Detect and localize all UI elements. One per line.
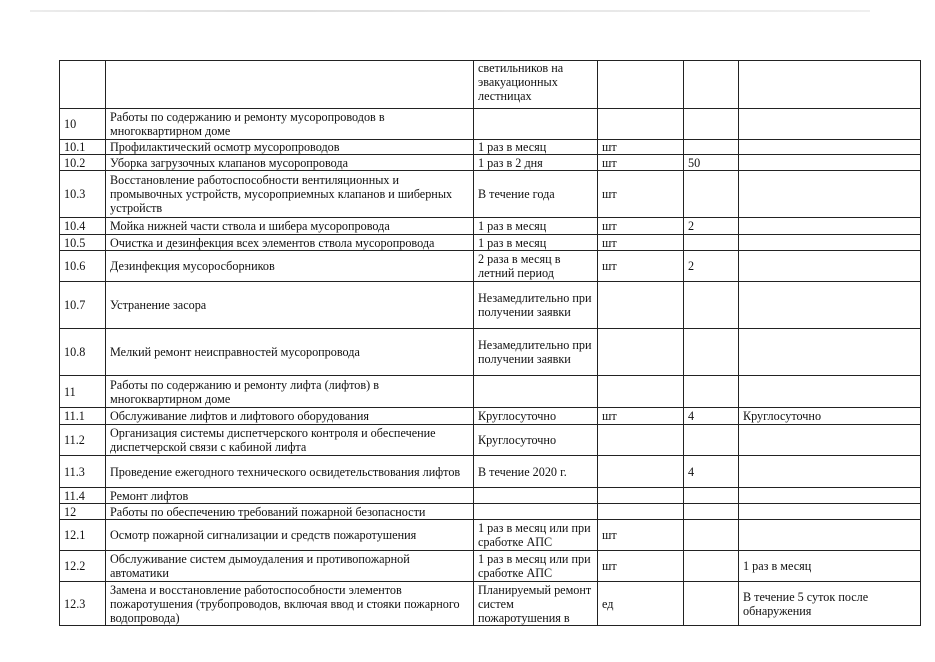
unit-cell: шт bbox=[598, 408, 684, 425]
note-cell bbox=[739, 251, 921, 282]
note-cell bbox=[739, 235, 921, 251]
quantity-cell bbox=[684, 109, 739, 140]
frequency-cell: 2 раза в месяц в летний период bbox=[474, 251, 598, 282]
work-name-cell: Восстановление работоспособности вентиляционных и промывочных устройств, мусороприемных клапанов и шиберных устройств bbox=[106, 171, 474, 218]
note-cell: В течение 5 суток после обнаружения bbox=[739, 582, 921, 626]
unit-cell bbox=[598, 376, 684, 408]
unit-cell bbox=[598, 504, 684, 520]
unit-cell: шт bbox=[598, 251, 684, 282]
note-cell bbox=[739, 488, 921, 504]
quantity-cell bbox=[684, 504, 739, 520]
work-name-cell: Работы по содержанию и ремонту лифта (лифтов) в многоквартирном доме bbox=[106, 376, 474, 408]
table-row bbox=[60, 329, 921, 376]
work-name-cell: Замена и восстановление работоспособности элементов пожаротушения (трубопроводов, включая ввод и стояки пожарного водопровода) bbox=[106, 582, 474, 626]
quantity-cell bbox=[684, 171, 739, 218]
unit-cell bbox=[598, 329, 684, 376]
quantity-cell: 2 bbox=[684, 218, 739, 235]
row-number-cell: 10 bbox=[60, 109, 106, 140]
work-name-cell: Устранение засора bbox=[106, 282, 474, 329]
note-cell bbox=[739, 520, 921, 551]
unit-cell bbox=[598, 488, 684, 504]
note-cell bbox=[739, 376, 921, 408]
note-cell bbox=[739, 218, 921, 235]
row-number-cell: 12.3 bbox=[60, 582, 106, 626]
table-row bbox=[60, 376, 921, 408]
frequency-cell: 1 раз в месяц bbox=[474, 218, 598, 235]
note-cell bbox=[739, 171, 921, 218]
frequency-cell: В течение года bbox=[474, 171, 598, 218]
quantity-cell bbox=[684, 140, 739, 155]
table-row bbox=[60, 251, 921, 282]
work-name-cell: Мойка нижней части ствола и шибера мусоропровода bbox=[106, 218, 474, 235]
frequency-cell: Круглосуточно bbox=[474, 408, 598, 425]
quantity-cell: 4 bbox=[684, 456, 739, 488]
row-number-cell: 11.2 bbox=[60, 425, 106, 456]
work-name-cell: Проведение ежегодного технического освидетельствования лифтов bbox=[106, 456, 474, 488]
row-number-cell: 12 bbox=[60, 504, 106, 520]
row-number-cell: 10.8 bbox=[60, 329, 106, 376]
table-row bbox=[60, 171, 921, 218]
row-number-cell: 10.7 bbox=[60, 282, 106, 329]
unit-cell: шт bbox=[598, 171, 684, 218]
table-row bbox=[60, 456, 921, 488]
quantity-cell bbox=[684, 282, 739, 329]
quantity-cell: 2 bbox=[684, 251, 739, 282]
frequency-cell: 1 раз в месяц или при сработке АПС bbox=[474, 551, 598, 582]
note-cell bbox=[739, 504, 921, 520]
table-row bbox=[60, 488, 921, 504]
unit-cell bbox=[598, 456, 684, 488]
unit-cell: шт bbox=[598, 520, 684, 551]
quantity-cell: 4 bbox=[684, 408, 739, 425]
work-name-cell bbox=[106, 61, 474, 109]
note-cell bbox=[739, 329, 921, 376]
quantity-cell bbox=[684, 551, 739, 582]
work-name-cell: Обслуживание систем дымоудаления и противопожарной автоматики bbox=[106, 551, 474, 582]
table-row bbox=[60, 218, 921, 235]
unit-cell bbox=[598, 109, 684, 140]
work-name-cell: Дезинфекция мусоросборников bbox=[106, 251, 474, 282]
works-table-body bbox=[60, 61, 921, 626]
quantity-cell bbox=[684, 61, 739, 109]
work-name-cell: Профилактический осмотр мусоропроводов bbox=[106, 140, 474, 155]
unit-cell: ед bbox=[598, 582, 684, 626]
note-cell bbox=[739, 109, 921, 140]
unit-cell bbox=[598, 282, 684, 329]
frequency-cell: Планируемый ремонт систем пожаротушения в bbox=[474, 582, 598, 626]
table-row bbox=[60, 504, 921, 520]
row-number-cell: 11.1 bbox=[60, 408, 106, 425]
frequency-cell: 1 раз в месяц или при сработке АПС bbox=[474, 520, 598, 551]
table-row bbox=[60, 408, 921, 425]
note-cell bbox=[739, 155, 921, 171]
work-name-cell: Обслуживание лифтов и лифтового оборудования bbox=[106, 408, 474, 425]
frequency-cell bbox=[474, 504, 598, 520]
row-number-cell: 11 bbox=[60, 376, 106, 408]
note-cell: Круглосуточно bbox=[739, 408, 921, 425]
unit-cell: шт bbox=[598, 218, 684, 235]
table-row bbox=[60, 520, 921, 551]
frequency-cell: светильников на эвакуационных лестницах bbox=[474, 61, 598, 109]
frequency-cell: 1 раз в месяц bbox=[474, 235, 598, 251]
frequency-cell: Незамедлительно при получении заявки bbox=[474, 329, 598, 376]
note-cell bbox=[739, 140, 921, 155]
note-cell bbox=[739, 425, 921, 456]
row-number-cell: 11.4 bbox=[60, 488, 106, 504]
table-row bbox=[60, 140, 921, 155]
work-name-cell: Организация системы диспетчерского контроля и обеспечение диспетчерской связи с кабиной лифта bbox=[106, 425, 474, 456]
frequency-cell bbox=[474, 376, 598, 408]
unit-cell: шт bbox=[598, 235, 684, 251]
frequency-cell: В течение 2020 г. bbox=[474, 456, 598, 488]
row-number-cell: 12.1 bbox=[60, 520, 106, 551]
frequency-cell bbox=[474, 488, 598, 504]
work-name-cell: Работы по обеспечению требований пожарной безопасности bbox=[106, 504, 474, 520]
scan-edge-line bbox=[30, 10, 870, 12]
unit-cell: шт bbox=[598, 551, 684, 582]
table-row bbox=[60, 155, 921, 171]
row-number-cell bbox=[60, 61, 106, 109]
quantity-cell bbox=[684, 329, 739, 376]
frequency-cell: Незамедлительно при получении заявки bbox=[474, 282, 598, 329]
work-name-cell: Мелкий ремонт неисправностей мусоропровода bbox=[106, 329, 474, 376]
quantity-cell bbox=[684, 520, 739, 551]
note-cell bbox=[739, 61, 921, 109]
table-row bbox=[60, 235, 921, 251]
quantity-cell bbox=[684, 425, 739, 456]
row-number-cell: 10.5 bbox=[60, 235, 106, 251]
quantity-cell bbox=[684, 376, 739, 408]
table-row bbox=[60, 109, 921, 140]
quantity-cell bbox=[684, 582, 739, 626]
note-cell bbox=[739, 282, 921, 329]
work-name-cell: Ремонт лифтов bbox=[106, 488, 474, 504]
row-number-cell: 10.1 bbox=[60, 140, 106, 155]
table-row bbox=[60, 425, 921, 456]
table-row bbox=[60, 551, 921, 582]
work-name-cell: Работы по содержанию и ремонту мусоропроводов в многоквартирном доме bbox=[106, 109, 474, 140]
row-number-cell: 10.2 bbox=[60, 155, 106, 171]
row-number-cell: 12.2 bbox=[60, 551, 106, 582]
quantity-cell bbox=[684, 488, 739, 504]
frequency-cell: Круглосуточно bbox=[474, 425, 598, 456]
row-number-cell: 11.3 bbox=[60, 456, 106, 488]
note-cell: 1 раз в месяц bbox=[739, 551, 921, 582]
unit-cell: шт bbox=[598, 140, 684, 155]
note-cell bbox=[739, 456, 921, 488]
work-name-cell: Осмотр пожарной сигнализации и средств пожаротушения bbox=[106, 520, 474, 551]
frequency-cell: 1 раз в месяц bbox=[474, 140, 598, 155]
work-name-cell: Очистка и дезинфекция всех элементов ствола мусоропровода bbox=[106, 235, 474, 251]
unit-cell: шт bbox=[598, 155, 684, 171]
quantity-cell bbox=[684, 235, 739, 251]
table-row bbox=[60, 582, 921, 626]
row-number-cell: 10.3 bbox=[60, 171, 106, 218]
table-row bbox=[60, 282, 921, 329]
frequency-cell bbox=[474, 109, 598, 140]
frequency-cell: 1 раз в 2 дня bbox=[474, 155, 598, 171]
row-number-cell: 10.4 bbox=[60, 218, 106, 235]
unit-cell bbox=[598, 61, 684, 109]
quantity-cell: 50 bbox=[684, 155, 739, 171]
unit-cell bbox=[598, 425, 684, 456]
works-table bbox=[59, 60, 921, 626]
table-row bbox=[60, 61, 921, 109]
work-name-cell: Уборка загрузочных клапанов мусоропровода bbox=[106, 155, 474, 171]
row-number-cell: 10.6 bbox=[60, 251, 106, 282]
